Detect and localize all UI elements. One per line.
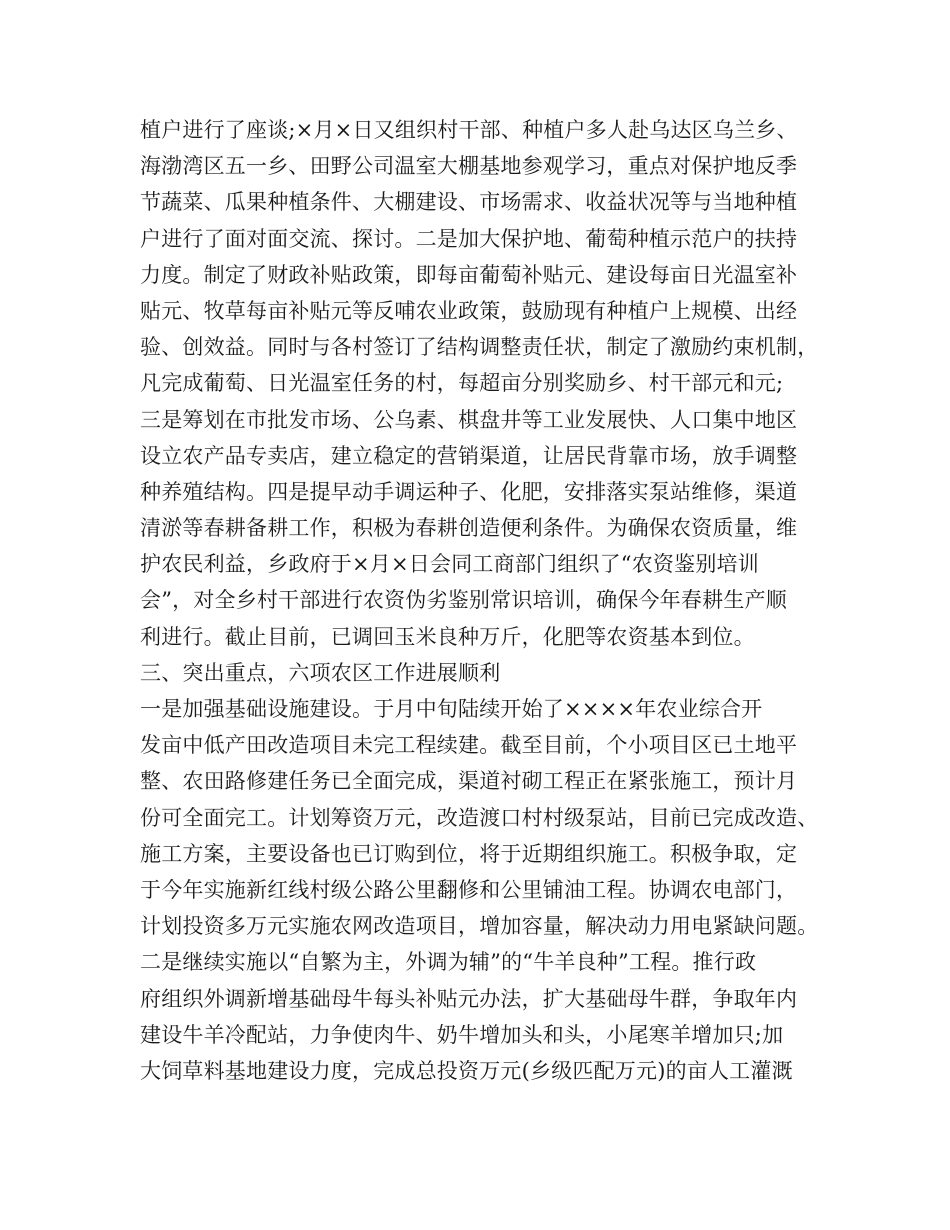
text-line: 三是筹划在市批发市场、公乌素、棋盘井等工业发展快、人口集中地区 — [140, 407, 798, 432]
text-line: 护农民利益，乡政府于×月×日会同工商部门组织了“农资鉴别培训 — [140, 552, 759, 577]
text-line: 节蔬菜、瓜果种植条件、大棚建设、市场需求、收益状况等与当地种植 — [140, 190, 798, 215]
text-line: 府组织外调新增基础母牛每头补贴元办法，扩大基础母牛群，争取年内 — [140, 986, 798, 1011]
text-line: 二是继续实施以“自繁为主，外调为辅”的“牛羊良种”工程。推行政 — [140, 950, 757, 975]
text-line: 大饲草料基地建设力度，完成总投资万元(乡级匹配万元)的亩人工灌溉 — [140, 1058, 793, 1083]
text-line: 建设牛羊冷配站，力争使肉牛、奶牛增加头和头，小尾寒羊增加只;加 — [140, 1022, 784, 1047]
text-line: 会”，对全乡村干部进行农资伪劣鉴别常识培训，确保今年春耕生产顺 — [140, 588, 787, 613]
text-line: 海渤湾区五一乡、田野公司温室大棚基地参观学习，重点对保护地反季 — [140, 154, 798, 179]
text-line: 验、创效益。同时与各村签订了结构调整责任状，制定了激励约束机制， — [140, 335, 819, 360]
body-text — [140, 112, 830, 1089]
text-line: 整、农田路修建任务已全面完成，渠道衬砌工程正在紧张施工，预计月 — [140, 769, 798, 794]
text-line: 贴元、牧草每亩补贴元等反哺农业政策，鼓励现有种植户上规模、出经 — [140, 298, 798, 323]
text-line: 户进行了面对面交流、探讨。二是加大保护地、葡萄种植示范户的扶持 — [140, 226, 798, 251]
text-line: 份可全面完工。计划筹资万元，改造渡口村村级泵站，目前已完成改造、 — [140, 805, 819, 830]
text-line: 计划投资多万元实施农网改造项目，增加容量，解决动力用电紧缺问题。 — [140, 914, 819, 939]
text-line: 设立农产品专卖店，建立稳定的营销渠道，让居民背靠市场，放手调整 — [140, 443, 798, 468]
text-line: 清淤等春耕备耕工作，积极为春耕创造便利条件。为确保农资质量，维 — [140, 516, 798, 541]
text-line: 种养殖结构。四是提早动手调运种子、化肥，安排落实泵站维修，渠道 — [140, 479, 798, 504]
text-line: 于今年实施新红线村级公路公里翻修和公里铺油工程。协调农电部门， — [140, 877, 798, 902]
text-line: 施工方案，主要设备也已订购到位，将于近期组织施工。积极争取，定 — [140, 841, 798, 866]
text-line: 一是加强基础设施建设。于月中旬陆续开始了××××年农业综合开 — [140, 697, 763, 721]
text-line: 发亩中低产田改造项目未完工程续建。截至目前，个小项目区已土地平 — [140, 733, 798, 758]
text-line: 力度。制定了财政补贴政策，即每亩葡萄补贴元、建设每亩日光温室补 — [140, 262, 798, 287]
text-line: 植户进行了座谈;×月×日又组织村干部、种植户多人赴乌达区乌兰乡、 — [140, 118, 798, 142]
text-line: 利进行。截止目前，已调回玉米良种万斤，化肥等农资基本到位。 — [140, 624, 755, 649]
section-heading: 三、突出重点，六项农区工作进展顺利 — [140, 660, 501, 685]
text-line: 凡完成葡萄、日光温室任务的村，每超亩分别奖励乡、村干部元和元; — [140, 371, 784, 396]
